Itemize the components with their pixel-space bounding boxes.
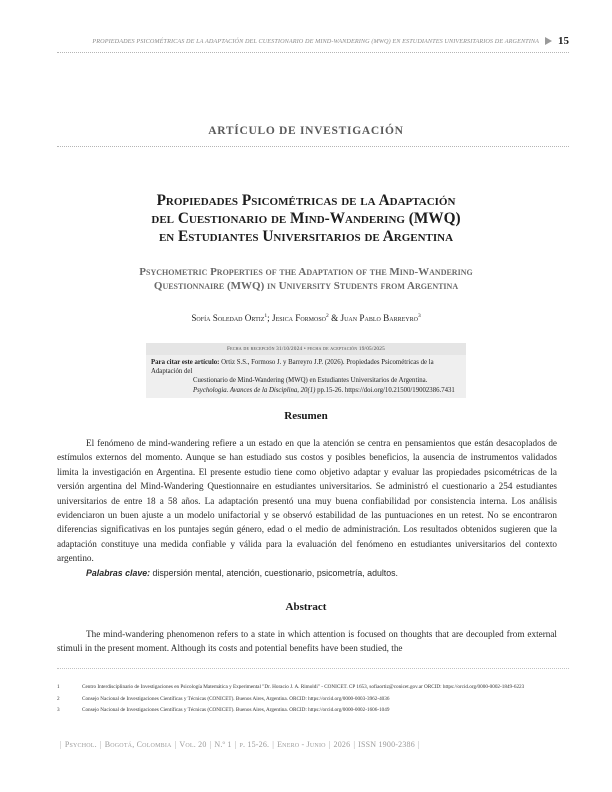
footnote-text: Consejo Nacional de Investigaciones Científicas y Técnicas (CONICET). Buenos Aires, Argentina. ORCID: https://orcid.org/0000-0003-3962-4036 <box>82 695 390 702</box>
footer-period: Enero - Junio <box>277 740 326 749</box>
resumen-heading: Resumen <box>284 410 328 422</box>
title-es-line: en Estudiantes Universitarios de Argentina <box>158 228 454 245</box>
footer-journal: Psychol. <box>64 740 97 749</box>
affiliation-marker: 3 <box>417 313 421 319</box>
submission-dates: Fecha de recepción 31/10/2024 • fecha de aceptación 19/05/2025 <box>146 343 466 355</box>
keywords-line <box>57 566 557 580</box>
citation-line <box>146 358 466 376</box>
citation-box <box>146 355 466 398</box>
citation-journal: Psychologia. Avances de la Disciplina, 20(1) <box>193 386 316 394</box>
resumen-paragraph: El fenómeno de mind-wandering refiere a un estado en que la atención se centra en pensamientos que están desacoplados de estímulos externos del momento. Aunque se han estudiado sus costos y posibles beneficios, la ausencia de instrumentos validados limita la investigación en Argentina. El presente estudio tiene como objetivo adaptar y evaluar las propiedades psicométricas de la versión argentina del Mind-Wandering Questionnaire en estudiantes universitarios. Se administró el cuestionario a 254 estudiantes universitarios de entre 18 a 58 años. La adaptación presentó una muy buena confiabilidad por consistencia interna. Los análisis evidenciaron un buen ajuste a un modelo unifactorial y se observó estabilidad de las puntuaciones en un retest. No se encontraron diferencias significativas en los puntajes según género, edad o el medio de administración. Los resultados obtenidos sugieren que la adaptación constituye una medida confiable y válida para la evaluación del fenómeno en estudiantes universitarios del contexto argentino. <box>57 438 557 564</box>
title-en-line: Questionnaire (MWQ) in University Students from Argentina <box>153 280 459 292</box>
triangle-marker-icon <box>545 37 552 45</box>
section-divider <box>57 146 569 147</box>
footnote-number: 2 <box>57 695 60 702</box>
footnote-number: 3 <box>57 707 60 714</box>
affiliation-marker: 1 <box>264 313 268 319</box>
keywords-label: Palabras clave: <box>86 567 151 578</box>
footer-year: 2026 <box>333 740 351 749</box>
author-name: Sofía Soledad Ortiz <box>191 313 265 324</box>
abstract-paragraph: The mind-wandering phenomenon refers to a state in which attention is focused on thoughts that are decoupled from external stimuli in the present moment. Although its costs and potential benefits have been studied, the <box>57 629 557 654</box>
author-separator: & <box>328 313 341 324</box>
running-header <box>57 34 569 48</box>
page-footer: | Psychol. | Bogotá, Colombia | Vol. 20 | N.º 1 | p. 15-26. | Enero - Junio | 2026 | ISSN 1900-2386 | <box>60 740 420 749</box>
footnote <box>57 696 557 704</box>
article-type: ARTÍCULO DE INVESTIGACIÓN <box>208 125 404 137</box>
keywords-text: dispersión mental, atención, cuestionario, psicometría, adultos. <box>150 567 398 578</box>
footer-issn: ISSN 1900-2386 <box>358 740 415 749</box>
resumen-body <box>57 436 557 580</box>
footnote-text: Consejo Nacional de Investigaciones Científicas y Técnicas (CONICET). Buenos Aires, Argentina. ORCID: https://orcid.org/0000-0002-1606-1049 <box>82 707 390 714</box>
citation-line: Cuestionario de Mind-Wandering (MWQ) en Estudiantes Universitarios de Argentina. <box>193 377 428 385</box>
page-number: 15 <box>558 35 569 47</box>
abstract-heading: Abstract <box>285 601 327 613</box>
abstract-body <box>57 627 557 656</box>
title-en-line: Psychometric Properties of the Adaptation of the Mind-Wandering <box>139 266 473 278</box>
footnote-number: 1 <box>57 684 60 690</box>
citation-line <box>146 386 466 395</box>
footnote <box>57 707 557 715</box>
affiliation-marker: 2 <box>326 313 329 319</box>
title-english <box>70 265 542 293</box>
footnote <box>57 684 557 692</box>
footer-city: Bogotá, Colombia <box>104 740 172 749</box>
header-divider <box>57 52 569 53</box>
author-name: Jesica Formoso <box>272 313 327 324</box>
running-title: PROPIEDADES PSICOMÉTRICAS DE LA ADAPTACIÓN DEL CUESTIONARIO DE MIND-WANDERING (MWQ) EN ESTUDIANTES UNIVERSITARIOS DE ARGENTINA <box>92 37 539 45</box>
author-separator: ; <box>267 313 273 324</box>
title-spanish <box>60 192 552 246</box>
author-name: Juan Pablo Barreyro <box>340 313 418 324</box>
footer-pages: p. 15-26. <box>239 740 270 749</box>
footnotes <box>57 684 557 719</box>
author-list <box>0 313 612 323</box>
title-es-line: Propiedades Psicométricas de la Adaptación <box>156 192 456 209</box>
footer-number: N.º 1 <box>214 740 232 749</box>
citation-label: Para citar este artículo: <box>151 359 220 366</box>
footer-volume: Vol. 20 <box>179 740 207 749</box>
footnote-text: Centro Interdisciplinario de Investigaciones en Psicología Matemática y Experimental "Dr. Horacio J. A. Rimoldi" - CONICET. CP 1653, sofiaortiz@conicet.gov.ar ORCID: https://orcid.org/0000-0002-1849-6223 <box>82 684 525 690</box>
footnote-divider <box>57 668 569 669</box>
citation-text: Ortiz S.S., Formoso J. y Barreyro J.P. (2026). Propiedades Psicométricas de la Adaptación del <box>151 359 434 376</box>
citation-doi[interactable]: pp.15-26. https://doi.org/10.21500/19002386.7431 <box>315 386 455 394</box>
title-es-line: del Cuestionario de Mind-Wandering (MWQ) <box>151 210 461 227</box>
